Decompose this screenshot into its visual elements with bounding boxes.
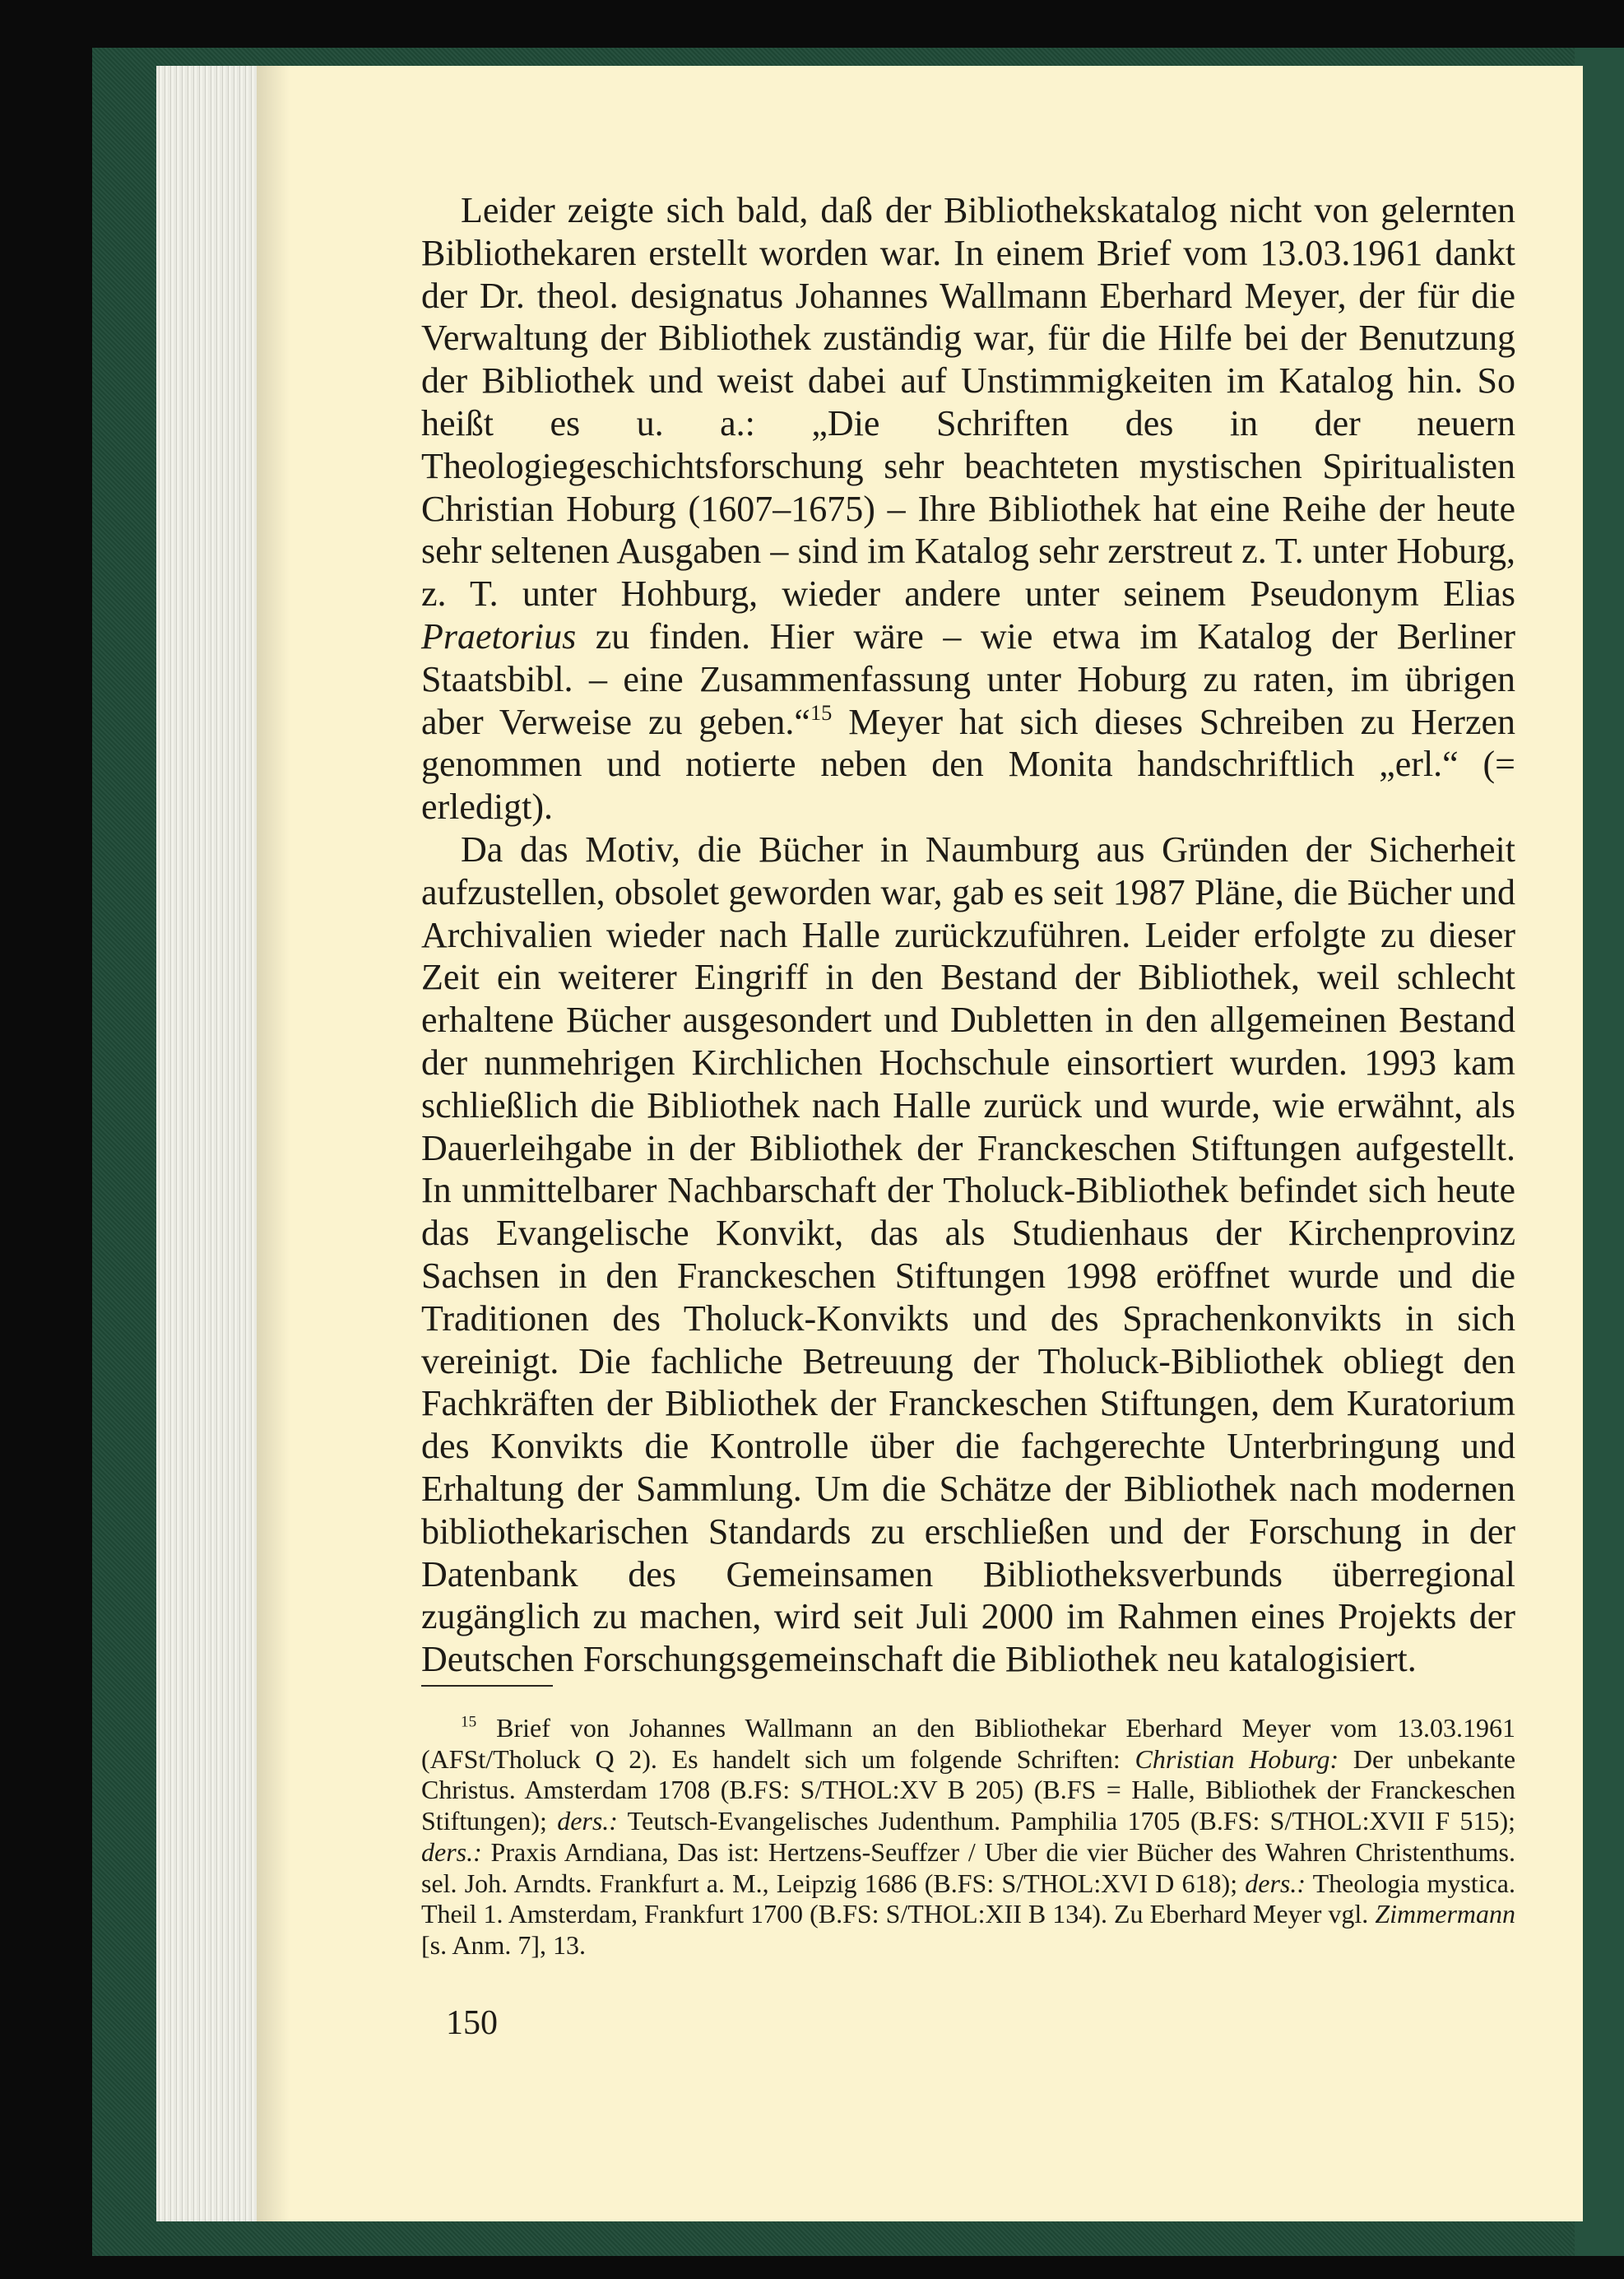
footnote-text: Der unbekante Christus. Amsterdam 1708 (B.FS: S/THOL:XV B 205) (B.FS = Halle, Bibliothek der Franckeschen Stiftungen); xyxy=(421,1743,1516,1836)
page-number: 150 xyxy=(446,2004,498,2042)
footnote-italic: Zimmermann xyxy=(1375,1899,1515,1929)
paragraph-1-italic: Praetorius xyxy=(421,615,577,657)
paragraph-2: Da das Motiv, die Bücher in Naumburg aus Gründen der Sicherheit aufzustellen, obsolet geworden war, gab es seit 1987 Pläne, die Bücher und Archivalien wieder nach Halle zurückzuführen. Leider erfolgte zu dieser Zeit ein weiterer Eingriff in den Bestand der Bibliothek, weil schlecht erhaltene Bücher ausgesondert und Dubletten in den allgemeinen Bestand der nunmehrigen Kirchlichen Hochschule einsortiert wurden. 1993 kam schließlich die Bibliothek nach Halle zurück und wurde, wie erwähnt, als Dauerleihgabe in der Bibliothek der Franckeschen Stiftungen aufgestellt. In unmittelbarer Nachbarschaft der Tholuck-Bibliothek befindet sich heute das Evangelische Konvikt, das als Studienhaus der Kirchenprovinz Sachsen in den Franckeschen Stiftungen 1998 eröffnet wurde und die Traditionen des Tholuck-Konvikts und des Sprachenkonvikts in sich vereinigt. Die fachliche Betreuung der Tholuck-Bibliothek obliegt den Fachkräften der Bibliothek der Franckeschen Stiftungen, dem Kuratorium des Konvikts die Kontrolle über die fachgerechte Unterbringung und Erhaltung der Sammlung. Um die Schätze der Bibliothek nach modernen bibliothekarischen Standards zu erschließen und der Forschung in der Datenbank des Gemeinsamen Bibliotheksverbunds überregional zugänglich zu machen, wird seit Juli 2000 im Rahmen eines Projekts der Deutschen Forschungsgemeinschaft die Bibliothek neu katalogisiert. xyxy=(421,829,1515,1680)
footnote-italic: ders.: xyxy=(557,1806,618,1836)
footnote-text: Praxis Arndiana, Das ist: Hertzens-Seuffzer / Uber die vier Bücher des Wahren Christenthums. sel. Joh. Arndts. Frankfurt a. M., Leipzig 1686 (B.FS: S/THOL:XVI D 618); xyxy=(421,1836,1515,1898)
paragraph-1 xyxy=(421,189,1515,829)
spine-shadow xyxy=(257,66,290,2221)
body-text xyxy=(421,189,1515,1681)
paragraph-1-text-a: Leider zeigte sich bald, daß der Bibliothekskatalog nicht von gelernten Bibliothekaren erstellt worden war. In einem Brief vom 13.03.1961 dankt der Dr. theol. designatus Johannes Wallmann Eberhard Meyer, der für die Verwaltung der Bibliothek zuständig war, für die Hilfe bei der Benutzung der Bibliothek und weist dabei auf Unstimmigkeiten im Katalog hin. So heißt es u. a.: „Die Schriften des in der neuern Theologiegeschichtsforschung sehr beachteten mystischen Spiritualisten Christian Hoburg (1607–1675) – Ihre Bibliothek hat eine Reihe der heute sehr seltenen Ausgaben – sind im Katalog sehr zerstreut z. T. unter Hoburg, z. T. unter Hohburg, wieder andere unter seinem Pseudonym Elias xyxy=(421,190,1515,615)
page-edges xyxy=(156,66,263,2221)
footnote-text: Theologia mystica. Theil 1. Amsterdam, Frankfurt 1700 (B.FS: S/THOL:XII B 134). Zu Eberhard Meyer vgl. xyxy=(421,1868,1516,1929)
footnote-number: 15 xyxy=(461,1713,477,1731)
footnote-text: Brief von Johannes Wallmann an den Bibliothekar Eberhard Meyer vom 13.03.1961 (AFSt/Tholuck Q 2). Es handelt sich um folgende Schriften: xyxy=(421,1713,1515,1774)
footnote-italic: ders.: xyxy=(421,1836,482,1867)
paragraph-1-text-b: zu finden. Hier wäre – wie etwa im Katalog der Berliner Staatsbibl. – eine Zusammenfassung unter Hoburg zu raten, im übrigen aber Verweise zu geben.“ xyxy=(421,615,1515,742)
footnote-italic: ders.: xyxy=(1245,1868,1306,1898)
footnote-text: Teutsch-Evangelisches Judenthum. Pamphilia 1705 (B.FS: S/THOL:XVII F 515); xyxy=(617,1806,1516,1836)
footnote-italic: Christian Hoburg: xyxy=(1134,1743,1339,1774)
book-page xyxy=(257,66,1583,2221)
footnote-divider xyxy=(421,1685,553,1687)
footnote-15 xyxy=(421,1713,1515,1961)
paragraph-1-text-c: Meyer hat sich dieses Schreiben zu Herzen genommen und notierte neben den Monita handschriftlich „erl.“ (= erledigt). xyxy=(421,701,1515,828)
footnote-text: [s. Anm. 7], 13. xyxy=(421,1929,586,1960)
footnote-reference[interactable]: 15 xyxy=(810,699,833,725)
